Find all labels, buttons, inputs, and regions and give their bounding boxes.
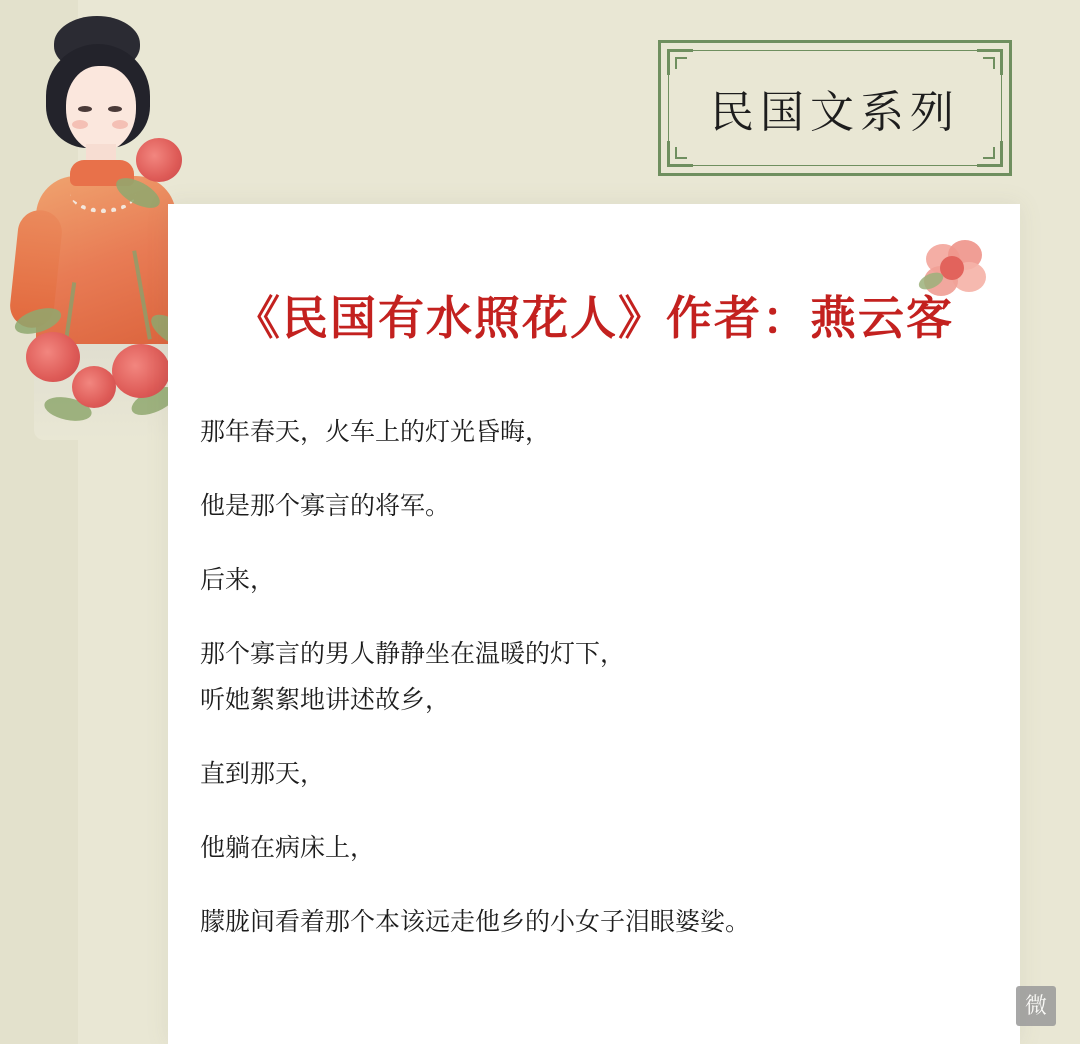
story-paragraph: 他是那个寡言的将军。 xyxy=(200,492,451,520)
left-blush-shape xyxy=(72,120,88,129)
story-paragraph: 后来， xyxy=(200,566,276,594)
left-eye-shape xyxy=(78,106,92,112)
content-card xyxy=(168,204,1020,1044)
right-eye-shape xyxy=(108,106,122,112)
rose-icon xyxy=(136,138,182,182)
story-paragraph: 直到那天， xyxy=(200,760,326,788)
page-title: 《民国有水照花人》作者：燕云客 xyxy=(234,293,954,344)
frame-corner-ornament-icon xyxy=(667,49,693,75)
story-body xyxy=(200,412,980,976)
story-paragraph: 他躺在病床上， xyxy=(200,834,376,862)
series-badge-frame xyxy=(658,40,1012,176)
story-paragraph: 那个寡言的男人静静坐在温暖的灯下， xyxy=(200,640,626,668)
watermark-logo: 微 xyxy=(1016,986,1056,1026)
frame-corner-ornament-icon xyxy=(667,141,693,167)
rose-icon xyxy=(112,344,170,398)
rose-icon xyxy=(26,332,80,382)
series-badge-label: 民国文系列 xyxy=(710,88,960,137)
story-paragraph: 听她絮絮地讲述故乡， xyxy=(200,686,451,714)
face-shape xyxy=(66,66,136,152)
right-blush-shape xyxy=(112,120,128,129)
rose-icon xyxy=(72,366,116,408)
story-paragraph: 朦胧间看着那个本该远走他乡的小女子泪眼婆娑。 xyxy=(200,908,751,936)
story-paragraph: 那年春天，火车上的灯光昏晦， xyxy=(200,418,551,446)
frame-corner-ornament-icon xyxy=(977,141,1003,167)
frame-corner-ornament-icon xyxy=(977,49,1003,75)
